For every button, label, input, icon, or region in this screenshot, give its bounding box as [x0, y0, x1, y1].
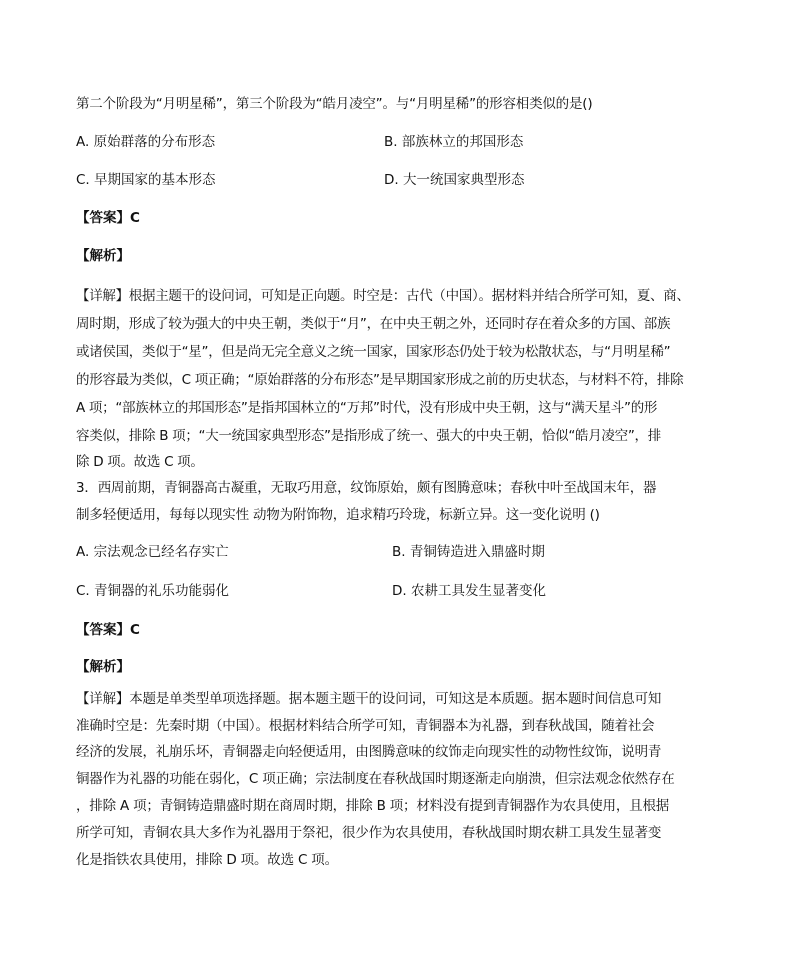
q2-answer: 【答案】C — [76, 210, 140, 226]
q3-detail-line: 铜器作为礼器的功能在弱化，C 项正确；宗法制度在春秋战国时期逐渐走向崩溃，但宗法观念依然存在 — [76, 771, 675, 787]
q3-detail-line: 所学可知，青铜农具大多作为礼器用于祭祀，很少作为农具使用，春秋战国时期农耕工具发生显著变 — [76, 825, 662, 841]
q3-option-d: D. 农耕工具发生显著变化 — [392, 583, 546, 599]
q2-option-a: A. 原始群落的分布形态 — [76, 134, 216, 150]
q3-option-c: C. 青铜器的礼乐功能弱化 — [76, 583, 230, 599]
q2-detail-line: 周时期，形成了较为强大的中央王朝，类似于“月”，在中央王朝之外，还同时存在着众多的方国、部族 — [76, 316, 671, 332]
q2-detail-line: 或诸侯国，类似于“星”，但是尚无完全意义之统一国家，国家形态仍处于较为松散状态，与“月明星稀” — [76, 344, 671, 360]
q2-option-d: D. 大一统国家典型形态 — [384, 172, 525, 188]
q2-detail-line: 的形容最为类似，C 项正确；“原始群落的分布形态”是早期国家形成之前的历史状态，与材料不符，排除 — [76, 372, 684, 388]
q3-answer: 【答案】C — [76, 622, 140, 638]
q3-option-a: A. 宗法观念已经名存实亡 — [76, 544, 229, 560]
q2-detail-line: 【详解】根据主题干的设问词，可知是正向题。时空是：古代（中国）。据材料并结合所学可知，夏、商、 — [76, 288, 690, 304]
question-3-stem: 3．西周前期，青铜器高古凝重，无取巧用意，纹饰原始，颇有图腾意味；春秋中叶至战国末年，器 — [76, 480, 657, 496]
q3-option-b: B. 青铜铸造进入鼎盛时期 — [392, 544, 545, 560]
q2-option-c: C. 早期国家的基本形态 — [76, 172, 216, 188]
q3-detail-line: 化是指铁农具使用，排除 D 项。故选 C 项。 — [76, 852, 338, 868]
q2-option-b: B. 部族林立的邦国形态 — [384, 134, 524, 150]
q3-detail-line: ，排除 A 项；青铜铸造鼎盛时期在商周时期，排除 B 项；材料没有提到青铜器作为农具使用，且根据 — [76, 798, 670, 814]
q3-detail-line: 经济的发展，礼崩乐坏，青铜器走向轻便适用，由图腾意味的纹饰走向现实性的动物性纹饰，说明青 — [76, 744, 662, 760]
q3-analysis-label: 【解析】 — [76, 659, 130, 675]
q3-detail-line: 准确时空是：先秦时期（中国）。根据材料结合所学可知，青铜器本为礼器，到春秋战国，随着社会 — [76, 718, 655, 734]
question-3-stem: 制多轻便适用，每每以现实性 动物为附饰物，追求精巧玲珑，标新立异。这一变化说明 () — [76, 507, 600, 523]
q2-analysis-label: 【解析】 — [76, 248, 130, 264]
q2-detail-line: A 项；“部族林立的邦国形态”是指邦国林立的“万邦”时代，没有形成中央王朝，这与“满天星斗”的形 — [76, 400, 658, 416]
q2-detail-line: 容类似，排除 B 项；“大一统国家典型形态”是指形成了统一、强大的中央王朝，恰似“皓月凌空”，排 — [76, 428, 661, 444]
q2-detail-line: 除 D 项。故选 C 项。 — [76, 454, 204, 470]
question-2-stem: 第二个阶段为“月明星稀”，第三个阶段为“皓月凌空”。与“月明星稀”的形容相类似的是() — [76, 96, 593, 112]
q3-detail-line: 【详解】本题是单类型单项选择题。据本题主题干的设问词，可知这是本质题。据本题时间信息可知 — [76, 691, 662, 707]
